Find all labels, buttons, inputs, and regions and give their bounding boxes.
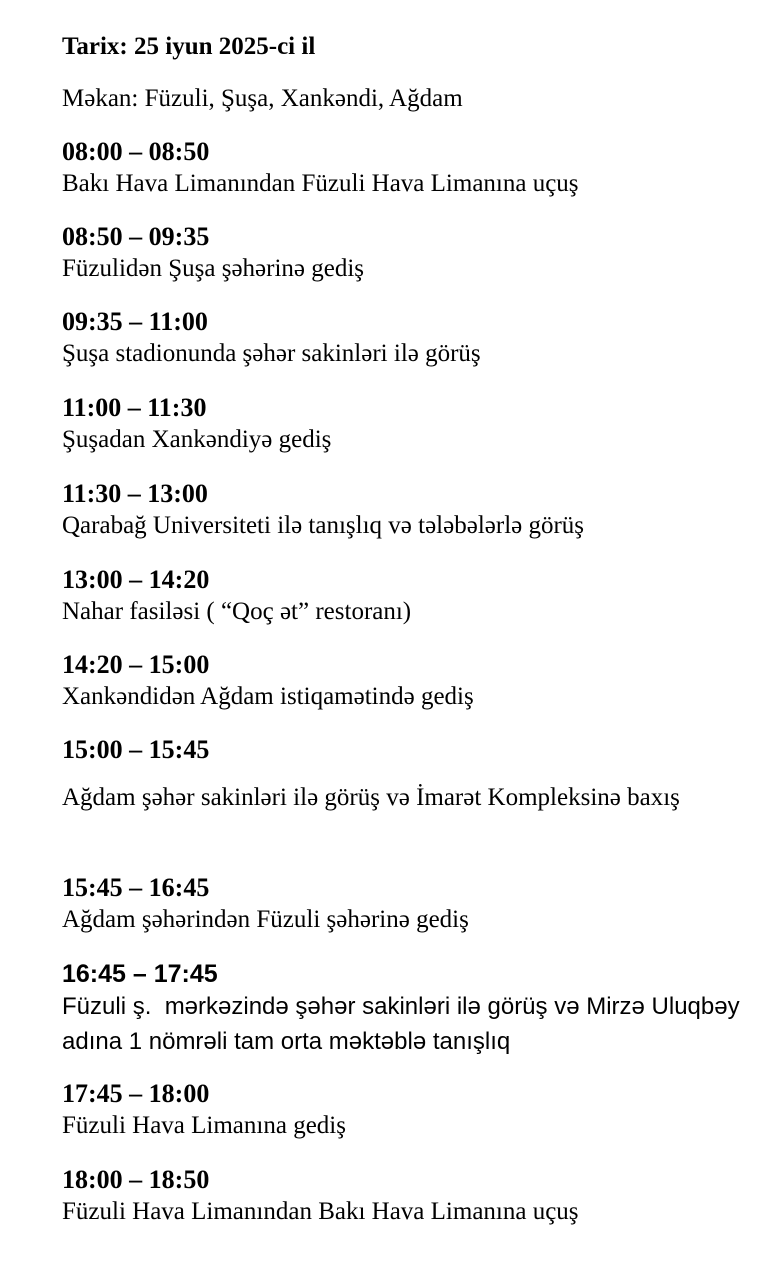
entry-description: Bakı Hava Limanından Füzuli Hava Limanına uçuş [62,170,579,197]
entry-time: 13:00 – 14:20 [62,565,210,594]
entry-time: 08:00 – 08:50 [62,137,210,166]
entry-description: Ağdam şəhərindən Füzuli şəhərinə gediş [62,906,469,933]
entry-description: Füzuli Hava Limanına gediş [62,1112,346,1139]
entry-description: Füzulidən Şuşa şəhərinə gediş [62,255,365,282]
schedule-entry [62,137,762,201]
entry-time: 08:50 – 09:35 [62,222,210,251]
entry-time: 09:35 – 11:00 [62,307,208,336]
entry-time: 15:00 – 15:45 [62,735,210,764]
schedule-entry [62,873,762,937]
entry-time: 15:45 – 16:45 [62,873,210,902]
venue-line: Məkan: Füzuli, Şuşa, Xankəndi, Ağdam [62,85,463,112]
entry-time: 14:20 – 15:00 [62,650,210,679]
schedule-entry [62,307,762,371]
entry-description: Füzuli Hava Limanından Bakı Hava Limanına uçuş [62,1198,579,1225]
schedule-entry [62,565,762,629]
entry-description: Qarabağ Universiteti ilə tanışlıq və tələbələrlə görüş [62,512,585,539]
entry-time: 18:00 – 18:50 [62,1165,210,1194]
entry-time: 11:00 – 11:30 [62,393,207,422]
schedule-entry [62,1079,762,1143]
entry-description: Şuşadan Xankəndiyə gediş [62,426,332,453]
entry-description: Ağdam şəhər sakinləri ilə görüş və İmarət Kompleksinə baxış [62,784,680,811]
entry-time: 11:30 – 13:00 [62,479,208,508]
entry-description: Şuşa stadionunda şəhər sakinləri ilə görüş [62,340,481,367]
entry-description: Xankəndidən Ağdam istiqamətində gediş [62,683,474,710]
schedule-entry [62,479,762,543]
schedule-entry [62,222,762,286]
entry-description: Füzuli ş. mərkəzində şəhər sakinləri ilə görüş və Mirzə Uluqbəy adına 1 nömrəli tam orta məktəblə tanışlıq [62,993,747,1055]
schedule-entry [62,650,762,714]
schedule-entry [62,393,762,457]
entry-time: 16:45 – 17:45 [62,960,218,988]
entry-time: 17:45 – 18:00 [62,1079,210,1108]
schedule-entry [62,735,762,815]
schedule-entry [62,959,762,1059]
date-line: Tarix: 25 iyun 2025-ci il [62,33,316,60]
entry-description: Nahar fasiləsi ( “Qoç ət” restoranı) [62,598,412,625]
schedule-entry [62,1165,762,1229]
